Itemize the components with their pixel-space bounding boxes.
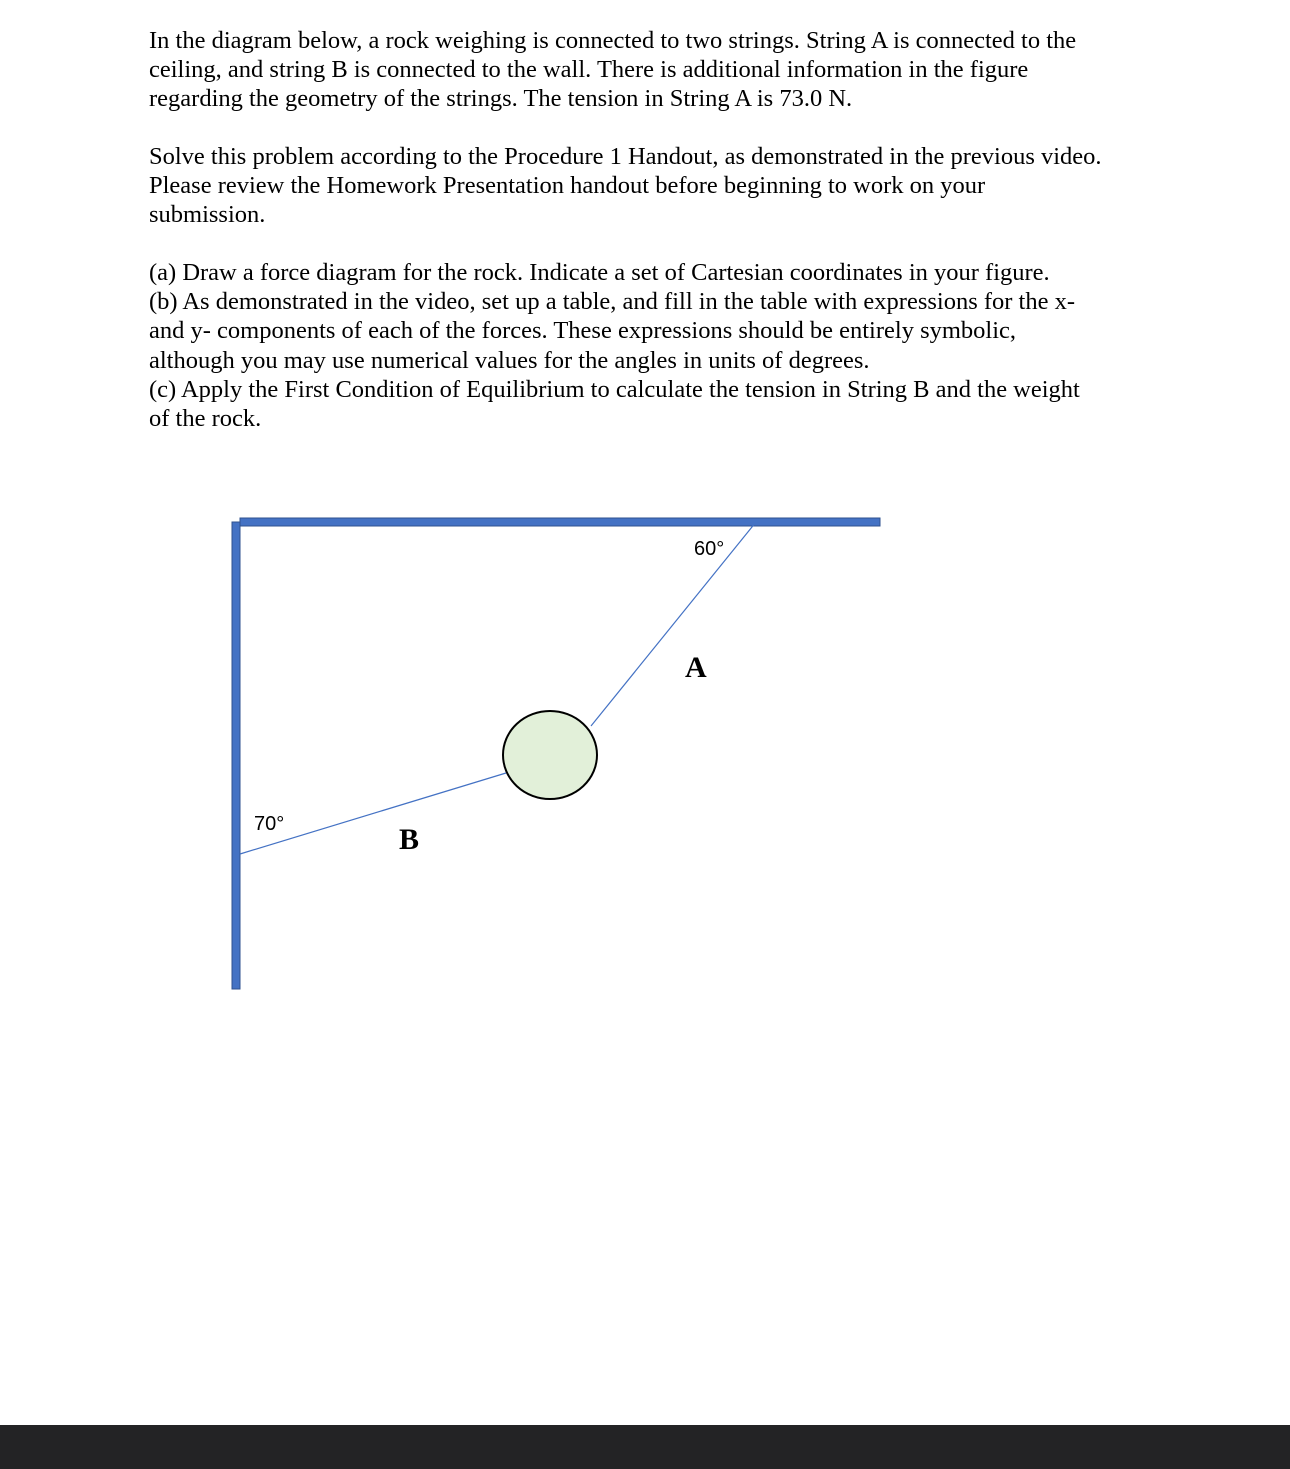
string-a-label: A [685,651,707,684]
rock [503,711,597,799]
string-a [591,522,756,726]
paragraph-tasks: (a) Draw a force diagram for the rock. Indicate a set of Cartesian coordinates in your figure. (b) As demonstrated in the video, set up a table, and fill in the table with expressions for the x- and y- components of each of the forces. These expressions should be entirely symbolic, although you may use numerical values for the angles in units of degrees. (c) Apply the First Condition of Equilibrium to calculate the tension in String B and the weight of the rock. [149,259,1080,433]
wall [232,522,240,989]
paragraph-procedure: Solve this problem according to the Procedure 1 Handout, as demonstrated in the previous video. Please review the Homework Presentation handout before beginning to work on your submission. [149,143,1102,229]
paragraph-setup: In the diagram below, a rock weighing is connected to two strings. String A is connected to the ceiling, and string B is connected to the wall. There is additional information in the figure regarding the geometry of the strings. The tension in String A is 73.0 N. [149,27,1077,113]
string-b-label: B [399,823,420,856]
ceiling [240,518,880,526]
angle-a-label: 60° [694,538,725,560]
viewer-bottom-bar [0,1425,1290,1469]
angle-b-label: 70° [254,813,285,835]
